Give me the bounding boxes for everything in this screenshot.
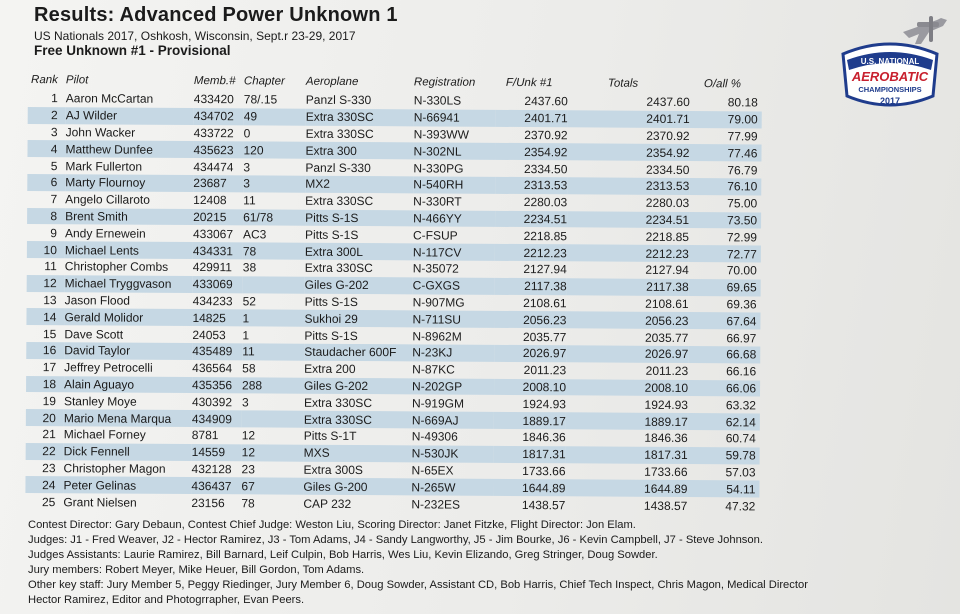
- rank-cell: 1: [51, 91, 58, 106]
- chapter-cell: 12: [242, 444, 304, 461]
- pilot-cell: Mario Mena Marqua: [64, 409, 192, 427]
- rank-cell: 17: [42, 360, 57, 375]
- totals-cell: 2334.50: [645, 162, 690, 177]
- overall-pct-cell: 76.79: [727, 162, 758, 178]
- rank-cell: 14: [26, 308, 64, 325]
- col-aeroplane: Aeroplane: [305, 75, 359, 89]
- col-overall-pct: O/all %: [703, 78, 742, 91]
- unknown-score-cell: 2401.71: [496, 110, 568, 127]
- member-cell: 8781: [191, 428, 219, 443]
- registration-cell: N-530JK: [412, 445, 494, 462]
- col-totals: Totals: [607, 77, 639, 90]
- pilot-cell: Christopher Combs: [64, 259, 169, 275]
- member-cell: 433420: [193, 92, 234, 107]
- aeroplane-cell: Extra 330SC: [303, 395, 373, 410]
- member-cell: 435623: [193, 141, 243, 158]
- aeroplane-cell: Extra 300L: [305, 243, 413, 260]
- footer-line: Hector Ramirez, Editor and Photogrrapher, Evan Peers.: [28, 594, 305, 606]
- pilot-cell: Stanley Moye: [63, 393, 137, 409]
- rank-cell: 5: [50, 158, 58, 173]
- aeroplane-cell: Extra 300S: [303, 462, 363, 477]
- chapter-cell: 78/.15: [243, 92, 278, 107]
- unknown-score-cell: 1889.17: [494, 412, 566, 429]
- rank-cell: 25: [41, 494, 56, 509]
- col-unknown-score: F/Unk #1: [505, 76, 553, 90]
- unknown-score-cell: 2127.94: [523, 262, 567, 277]
- unknown-score-cell: 2370.92: [524, 128, 568, 143]
- rank-cell: 22: [26, 443, 64, 460]
- aeroplane-cell: Extra 330SC: [304, 411, 412, 428]
- member-cell: 429911: [192, 260, 232, 275]
- footer-line: Judges Assistants: Laurie Ramirez, Bill Barnard, Leif Culpin, Bob Harris, Wes Liu, Kevin Elizando, Greg Stringer, Doug Sowder.: [28, 549, 658, 561]
- rank-cell: 19: [42, 393, 57, 408]
- unknown-score-cell: 2218.85: [523, 228, 568, 244]
- unknown-score-cell: 1846.36: [522, 430, 566, 445]
- overall-pct-cell: 73.50: [689, 212, 761, 229]
- col-rank: Rank: [31, 74, 58, 87]
- totals-cell: 1644.89: [565, 480, 687, 498]
- member-cell: 433722: [193, 125, 234, 141]
- overall-pct-cell: 62.14: [688, 413, 760, 430]
- chapter-cell: AC3: [242, 227, 267, 242]
- aeroplane-cell: Giles G-202: [305, 276, 413, 293]
- rank-cell: 11: [44, 259, 57, 274]
- member-cell: 14559: [192, 444, 242, 461]
- pilot-cell: Aaron McCartan: [65, 91, 154, 107]
- footer-line: Jury members: Robert Meyer, Mike Heuer, Bill Gordon, Tom Adams.: [28, 564, 365, 576]
- pilot-cell: David Taylor: [64, 342, 192, 360]
- overall-pct-cell: 60.74: [725, 431, 756, 446]
- overall-pct-cell: 66.68: [688, 346, 760, 363]
- chapter-cell: 78: [241, 495, 255, 510]
- overall-pct-cell: 47.32: [725, 498, 756, 513]
- overall-pct-cell: 63.32: [725, 398, 757, 413]
- logo-line1: U.S. NATIONAL: [860, 57, 920, 66]
- footer-line: Other key staff: Jury Member 5, Peggy Riedinger, Jury Member 6, Doug Sowder, Assistant CD, Bob Harris, Chief Tech Inspect, Chris Magon, Medical Director: [28, 579, 808, 591]
- unknown-score-cell: 2117.38: [495, 278, 567, 295]
- totals-cell: 2218.85: [645, 229, 690, 244]
- member-cell: 24053: [192, 327, 226, 342]
- registration-cell: N-393WW: [413, 127, 469, 142]
- rank-cell: 16: [26, 342, 64, 359]
- aeroplane-cell: Extra 330SC: [304, 261, 373, 276]
- pilot-cell: Alain Aguayo: [64, 376, 192, 394]
- totals-cell: 1846.36: [644, 431, 688, 446]
- totals-cell: 1889.17: [566, 412, 688, 430]
- logo-line2: AEROBATIC: [851, 69, 929, 84]
- unknown-score-cell: 2334.50: [523, 161, 568, 176]
- aeroplane-cell: Staudacher 600F: [304, 344, 412, 361]
- totals-cell: 1438.57: [643, 498, 688, 513]
- member-cell: 434233: [192, 293, 233, 309]
- unknown-score-cell: 1644.89: [493, 479, 565, 496]
- totals-cell: 2056.23: [566, 312, 688, 330]
- member-cell: 20215: [193, 209, 243, 226]
- totals-cell: 2313.53: [567, 177, 689, 195]
- member-cell: 436437: [191, 477, 241, 494]
- pilot-cell: AJ Wilder: [66, 107, 194, 125]
- pilot-cell: Dave Scott: [64, 326, 124, 342]
- rank-cell: 13: [43, 293, 57, 308]
- member-cell: 435356: [192, 377, 242, 394]
- member-cell: 434702: [194, 108, 244, 125]
- chapter-cell: 11: [242, 343, 304, 360]
- totals-cell: 1817.31: [566, 446, 688, 464]
- pilot-cell: Michael Tryggvason: [65, 275, 193, 293]
- registration-cell: N-330LS: [413, 93, 462, 109]
- col-registration: Registration: [413, 76, 476, 89]
- unknown-score-cell: 2313.53: [495, 177, 567, 194]
- unknown-score-cell: 2108.61: [523, 295, 567, 311]
- aeroplane-cell: Pitts S-1S: [305, 209, 413, 226]
- member-cell: 14825: [192, 309, 242, 326]
- pilot-cell: Gerald Molidor: [64, 309, 192, 327]
- overall-pct-cell: 66.97: [726, 330, 757, 346]
- member-cell: 12408: [193, 193, 227, 208]
- logo-line3: CHAMPIONSHIPS: [858, 85, 922, 94]
- overall-pct-cell: 57.03: [725, 465, 756, 480]
- rank-cell: 3: [50, 125, 58, 140]
- rank-cell: 23: [42, 461, 56, 476]
- rank-cell: 21: [42, 427, 56, 442]
- member-cell: 434909: [192, 410, 242, 427]
- rank-cell: 7: [50, 192, 58, 207]
- unknown-score-cell: 2354.92: [495, 143, 567, 160]
- pilot-cell: Andy Ernewein: [64, 225, 146, 241]
- registration-cell: N-907MG: [412, 295, 465, 310]
- logo-year: 2017: [879, 96, 901, 106]
- totals-cell: 2370.92: [646, 128, 690, 144]
- registration-cell: N-302NL: [413, 143, 495, 160]
- registration-cell: N-669AJ: [412, 411, 494, 428]
- results-table: [25, 70, 762, 514]
- registration-cell: N-202GP: [412, 378, 494, 395]
- overall-pct-cell: 76.10: [689, 178, 761, 195]
- unknown-score-cell: 2212.23: [495, 244, 567, 261]
- rank-cell: 20: [26, 409, 64, 426]
- registration-cell: N-117CV: [413, 244, 495, 261]
- member-cell: 434474: [193, 159, 234, 174]
- unknown-score-cell: 2280.03: [523, 195, 568, 210]
- pilot-cell: Angelo Cillaroto: [65, 192, 150, 207]
- footer-line: Contest Director: Gary Debaun, Contest Chief Judge: Weston Liu, Scoring Director: Janet Fitzke, Flight Director: Jon Elam.: [28, 519, 636, 531]
- unknown-score-cell: 2437.60: [524, 94, 568, 109]
- totals-cell: 2026.97: [566, 345, 688, 363]
- pilot-cell: Matthew Dunfee: [65, 141, 193, 159]
- unknown-score-cell: 2056.23: [494, 311, 566, 328]
- pilot-cell: Jason Flood: [64, 293, 131, 308]
- registration-cell: N-330PG: [413, 160, 464, 176]
- registration-cell: C-GXGS: [413, 277, 495, 294]
- registration-cell: N-66941: [414, 109, 496, 126]
- totals-cell: 2354.92: [567, 144, 689, 162]
- footer-line: Judges: J1 - Fred Weaver, J2 - Hector Ramirez, J3 - Tom Adams, J4 - Sandy Langworthy, J5 - Jim Bourke, J6 - Kevin Campbell, J7 - Steve Johnson.: [28, 534, 763, 546]
- registration-cell: N-711SU: [412, 311, 494, 328]
- member-cell: 435489: [192, 343, 242, 360]
- pilot-cell: Mark Fullerton: [65, 158, 143, 174]
- totals-cell: 2008.10: [566, 379, 688, 397]
- page-title: Results: Advanced Power Unknown 1: [34, 4, 398, 26]
- overall-pct-cell: 70.00: [726, 263, 757, 278]
- registration-cell: N-35072: [412, 261, 459, 276]
- pilot-cell: Michael Lents: [65, 241, 193, 259]
- member-cell: 434331: [193, 242, 243, 259]
- overall-pct-cell: 72.77: [689, 245, 761, 262]
- col-member: Memb.#: [193, 75, 236, 88]
- overall-pct-cell: 67.64: [688, 312, 760, 329]
- aeroplane-cell: Pitts S-1S: [304, 294, 358, 309]
- overall-pct-cell: 75.00: [727, 196, 758, 211]
- aeroplane-cell: CAP 232: [303, 496, 352, 511]
- unknown-score-cell: 2026.97: [494, 345, 566, 362]
- pilot-cell: Dick Fennell: [64, 443, 192, 461]
- totals-cell: 2280.03: [645, 195, 690, 211]
- event-subtitle: US Nationals 2017, Oshkosh, Wisconsin, Sept.r 23-29, 2017: [34, 29, 356, 43]
- totals-cell: 2127.94: [645, 263, 689, 278]
- totals-cell: 2108.61: [645, 296, 689, 311]
- member-cell: 23156: [191, 495, 225, 510]
- overall-pct-cell: 69.36: [726, 297, 757, 312]
- member-cell: 432128: [191, 461, 232, 477]
- aeroplane-cell: Panzl S-330: [305, 160, 371, 175]
- unknown-score-cell: 2035.77: [522, 329, 567, 344]
- pilot-cell: Jeffrey Petrocelli: [64, 360, 153, 375]
- member-cell: 23687: [193, 175, 243, 192]
- chapter-cell: 67: [241, 478, 303, 495]
- chapter-cell: 58: [242, 361, 256, 376]
- chapter-cell: 38: [242, 260, 257, 275]
- registration-cell: N-466YY: [413, 210, 495, 227]
- registration-cell: N-8962M: [412, 328, 462, 344]
- member-cell: 433067: [192, 226, 234, 242]
- chapter-cell: 288: [242, 377, 304, 394]
- overall-pct-cell: 77.46: [689, 144, 761, 161]
- aeroplane-cell: Extra 330SC: [305, 126, 374, 142]
- rank-cell: 4: [27, 140, 65, 157]
- registration-cell: N-49306: [411, 429, 458, 444]
- chapter-cell: 11: [243, 193, 256, 208]
- chapter-cell: 1: [242, 310, 304, 327]
- aeroplane-cell: Giles G-202: [304, 377, 412, 394]
- col-pilot: Pilot: [65, 74, 89, 87]
- unknown-score-cell: 2234.51: [495, 210, 567, 227]
- chapter-cell: 3: [243, 175, 305, 192]
- aeroplane-cell: Extra 330SC: [305, 193, 374, 209]
- airplane-icon: [903, 16, 947, 44]
- chapter-cell: 49: [244, 108, 306, 125]
- chapter-cell: 12: [241, 428, 256, 443]
- aeroplane-cell: Sukhoi 29: [304, 310, 412, 327]
- rank-cell: 6: [27, 174, 65, 191]
- rank-cell: 15: [42, 326, 57, 341]
- registration-cell: N-330RT: [413, 194, 462, 209]
- totals-cell: 2437.60: [646, 95, 690, 110]
- chapter-cell: [242, 410, 304, 427]
- unknown-score-cell: 2011.23: [523, 363, 567, 378]
- member-cell: 436564: [192, 361, 233, 376]
- registration-cell: N-87KC: [412, 362, 455, 377]
- totals-cell: 2401.71: [568, 110, 690, 128]
- results-body: [25, 90, 762, 514]
- registration-cell: N-232ES: [411, 496, 461, 512]
- rank-cell: 8: [27, 208, 65, 225]
- section-heading: Free Unknown #1 - Provisional: [34, 43, 231, 58]
- registration-cell: C-FSUP: [412, 228, 458, 243]
- chapter-cell: 61/78: [243, 209, 305, 226]
- aeroplane-cell: Pitts S-1T: [303, 429, 357, 444]
- pilot-cell: Marty Flournoy: [65, 174, 193, 192]
- pilot-cell: Michael Forney: [63, 427, 146, 443]
- aeroplane-cell: Extra 330SC: [306, 108, 414, 125]
- overall-pct-cell: 72.99: [726, 230, 758, 245]
- chapter-cell: 23: [241, 462, 255, 477]
- totals-cell: 2212.23: [567, 244, 689, 262]
- rank-cell: 24: [25, 476, 63, 493]
- aeroplane-cell: MX2: [305, 176, 413, 193]
- member-cell: 430392: [191, 394, 233, 409]
- aeroplane-cell: Giles G-200: [303, 478, 411, 495]
- unknown-score-cell: 1924.93: [522, 396, 567, 412]
- overall-pct-cell: 77.99: [727, 129, 758, 144]
- chapter-cell: 1: [242, 327, 250, 342]
- rank-cell: 9: [50, 225, 58, 240]
- member-cell: 433069: [193, 276, 243, 293]
- registration-cell: N-540RH: [413, 176, 495, 193]
- aeroplane-cell: Panzl S-330: [305, 93, 372, 108]
- aeroplane-cell: Extra 300: [305, 142, 413, 159]
- rank-cell: 18: [26, 376, 64, 393]
- officials-footer: [28, 518, 908, 608]
- pilot-cell: Brent Smith: [65, 208, 193, 226]
- unknown-score-cell: 1733.66: [522, 463, 566, 479]
- aeroplane-cell: Pitts S-1S: [304, 227, 359, 242]
- pilot-cell: Peter Gelinas: [63, 477, 191, 495]
- overall-pct-cell: 59.78: [688, 447, 760, 464]
- unknown-score-cell: 1817.31: [494, 446, 566, 463]
- aeroplane-cell: MXS: [304, 444, 412, 461]
- totals-cell: 2011.23: [645, 363, 689, 379]
- totals-cell: 1924.93: [644, 397, 689, 412]
- col-chapter: Chapter: [243, 75, 285, 88]
- chapter-cell: 3: [243, 159, 251, 174]
- rank-cell: 10: [27, 241, 65, 258]
- chapter-cell: 52: [242, 294, 256, 309]
- unknown-score-cell: 2008.10: [494, 378, 566, 395]
- rank-cell: 2: [28, 107, 66, 124]
- overall-pct-cell: 79.00: [690, 111, 762, 128]
- registration-cell: N-265W: [411, 479, 493, 496]
- overall-pct-cell: 80.18: [727, 95, 758, 110]
- totals-cell: 2234.51: [567, 211, 689, 229]
- aeroplane-cell: Extra 200: [304, 361, 356, 377]
- aeroplane-cell: Pitts S-1S: [304, 328, 358, 343]
- championship-logo: [825, 14, 955, 116]
- totals-cell: 2117.38: [567, 278, 689, 296]
- overall-pct-cell: 66.16: [726, 364, 757, 379]
- chapter-cell: 120: [243, 142, 305, 159]
- pilot-cell: Christopher Magon: [63, 461, 166, 476]
- registration-cell: N-919GM: [411, 396, 465, 411]
- registration-cell: N-23KJ: [412, 344, 494, 361]
- chapter-cell: [243, 276, 305, 293]
- totals-cell: 2035.77: [644, 330, 689, 345]
- overall-pct-cell: 66.06: [688, 380, 760, 397]
- registration-cell: N-65EX: [411, 463, 454, 478]
- pilot-cell: Grant Nielsen: [63, 494, 137, 510]
- chapter-cell: 0: [243, 126, 251, 141]
- rank-cell: 12: [27, 275, 65, 292]
- overall-pct-cell: 69.65: [689, 279, 761, 296]
- chapter-cell: 3: [241, 395, 249, 410]
- overall-pct-cell: 54.11: [687, 480, 759, 497]
- totals-cell: 1733.66: [644, 464, 688, 479]
- chapter-cell: 78: [243, 242, 305, 259]
- pilot-cell: John Wacker: [65, 125, 136, 140]
- unknown-score-cell: 1438.57: [521, 497, 566, 512]
